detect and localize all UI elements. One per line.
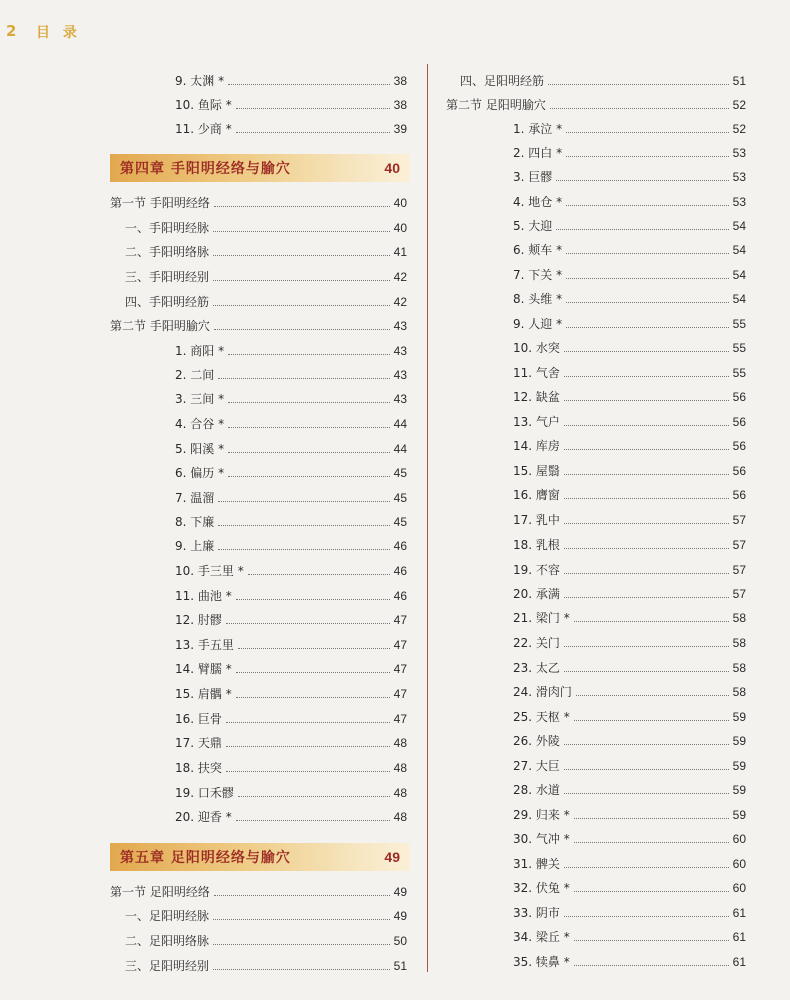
dot-leader [550, 108, 729, 109]
dot-leader [218, 525, 389, 526]
entry-title: 20. 迎香 * [175, 810, 232, 824]
entry-title: 14. 库房 [513, 439, 560, 453]
entry-page: 61 [732, 930, 746, 944]
entry-title: 13. 手五里 [175, 638, 234, 652]
entry-title: 8. 头维 * [513, 292, 563, 306]
toc-entry[interactable] [125, 908, 407, 924]
chapter-title: 第五章 足阳明经络与腧穴 [120, 850, 291, 866]
page-number: 2 [6, 22, 17, 40]
toc-entry[interactable] [513, 145, 746, 161]
entry-page: 59 [732, 710, 746, 724]
toc-chapter-heading[interactable] [110, 154, 410, 182]
entry-title: 11. 气舍 [513, 366, 560, 380]
entry-page: 46 [393, 539, 407, 553]
entry-title: 16. 巨骨 [175, 712, 222, 726]
dot-leader [236, 820, 390, 821]
entry-page: 50 [393, 934, 407, 948]
dot-leader [218, 549, 389, 550]
dot-leader [228, 452, 390, 453]
entry-title: 23. 太乙 [513, 661, 560, 675]
entry-title: 一、足阳明经脉 [125, 909, 210, 923]
entry-page: 57 [732, 563, 746, 577]
entry-title: 第二节 足阳明腧穴 [446, 98, 546, 112]
toc-entry[interactable] [513, 316, 746, 332]
toc-entry[interactable] [513, 194, 746, 210]
toc-entry[interactable] [110, 318, 407, 334]
dot-leader [564, 793, 729, 794]
dot-leader [213, 255, 390, 256]
entry-page: 47 [393, 638, 407, 652]
toc-entry[interactable] [175, 735, 407, 751]
entry-title: 28. 水道 [513, 783, 560, 797]
entry-title: 32. 伏兔 * [513, 881, 570, 895]
dot-leader [226, 771, 390, 772]
entry-page: 60 [732, 857, 746, 871]
entry-title: 三、足阳明经别 [125, 959, 210, 973]
toc-entry[interactable] [513, 537, 746, 553]
entry-title: 6. 偏历 * [175, 466, 225, 480]
entry-title: 9. 上廉 [175, 539, 215, 553]
toc-entry[interactable] [513, 929, 746, 945]
toc-entry[interactable] [175, 514, 407, 530]
dot-leader [238, 648, 390, 649]
entry-title: 24. 滑肉门 [513, 685, 572, 699]
entry-page: 40 [393, 196, 407, 210]
entry-page: 45 [393, 515, 407, 529]
toc-entry[interactable] [513, 267, 746, 283]
entry-page: 49 [393, 909, 407, 923]
toc-entry[interactable] [513, 463, 746, 479]
entry-page: 55 [732, 341, 746, 355]
toc-entry[interactable] [513, 905, 746, 921]
entry-title: 第一节 足阳明经络 [110, 885, 210, 899]
toc-entry[interactable] [175, 538, 407, 554]
dot-leader [564, 523, 729, 524]
entry-page: 45 [393, 466, 407, 480]
toc-entry[interactable] [513, 758, 746, 774]
toc-entry[interactable] [125, 958, 407, 974]
toc-entry[interactable] [175, 343, 407, 359]
dot-leader [564, 351, 729, 352]
dot-leader [248, 574, 390, 575]
toc-entry[interactable] [513, 709, 746, 725]
toc-entry[interactable] [175, 809, 407, 825]
entry-title: 第二节 手阳明腧穴 [110, 319, 210, 333]
toc-entry[interactable] [513, 365, 746, 381]
toc-entry[interactable] [513, 660, 746, 676]
toc-entry[interactable] [513, 487, 746, 503]
entry-page: 46 [393, 589, 407, 603]
entry-title: 16. 膺窗 [513, 488, 560, 502]
entry-title: 34. 梁丘 * [513, 930, 570, 944]
dot-leader [564, 548, 729, 549]
dot-leader [238, 796, 390, 797]
dot-leader [564, 376, 729, 377]
entry-title: 四、足阳明经筋 [460, 74, 545, 88]
entry-title: 二、手阳明络脉 [125, 245, 210, 259]
dot-leader [566, 302, 729, 303]
toc-entry[interactable] [513, 121, 746, 137]
entry-page: 58 [732, 685, 746, 699]
entry-title: 3. 巨髎 [513, 170, 553, 184]
toc-entry[interactable] [513, 635, 746, 651]
entry-title: 6. 颊车 * [513, 243, 563, 257]
entry-page: 54 [732, 292, 746, 306]
entry-page: 38 [393, 74, 407, 88]
entry-page: 54 [732, 219, 746, 233]
entry-title: 14. 臂臑 * [175, 662, 232, 676]
dot-leader [214, 329, 390, 330]
entry-title: 20. 承满 [513, 587, 560, 601]
toc-entry[interactable] [446, 97, 746, 113]
toc-entry[interactable] [513, 733, 746, 749]
dot-leader [226, 623, 390, 624]
entry-page: 48 [393, 761, 407, 775]
dot-leader [574, 940, 729, 941]
toc-entry[interactable] [175, 637, 407, 653]
entry-title: 10. 手三里 * [175, 564, 244, 578]
entry-page: 41 [393, 245, 407, 259]
entry-page: 55 [732, 317, 746, 331]
toc-entry[interactable] [125, 220, 407, 236]
entry-page: 53 [732, 170, 746, 184]
toc-entry[interactable] [175, 661, 407, 677]
entry-page: 46 [393, 564, 407, 578]
toc-entry[interactable] [110, 195, 407, 211]
toc-entry[interactable] [175, 686, 407, 702]
toc-entry[interactable] [513, 610, 746, 626]
dot-leader [228, 476, 390, 477]
dot-leader [213, 280, 390, 281]
toc-entry[interactable] [175, 97, 407, 113]
dot-leader [564, 474, 729, 475]
dot-leader [226, 746, 390, 747]
dot-leader [564, 769, 729, 770]
dot-leader [566, 156, 729, 157]
toc-entry[interactable] [513, 340, 746, 356]
toc-entry[interactable] [513, 954, 746, 970]
entry-page: 47 [393, 712, 407, 726]
toc-entry[interactable] [175, 441, 407, 457]
entry-page: 54 [732, 268, 746, 282]
dot-leader [566, 253, 729, 254]
entry-page: 48 [393, 810, 407, 824]
toc-entry[interactable] [513, 562, 746, 578]
entry-page: 56 [732, 488, 746, 502]
dot-leader [566, 278, 729, 279]
entry-page: 61 [732, 955, 746, 969]
toc-entry[interactable] [175, 588, 407, 604]
toc-entry[interactable] [513, 684, 746, 700]
toc-entry[interactable] [513, 414, 746, 430]
entry-title: 13. 气户 [513, 415, 560, 429]
toc-entry[interactable] [513, 880, 746, 896]
entry-title: 27. 大巨 [513, 759, 560, 773]
entry-page: 48 [393, 736, 407, 750]
entry-title: 26. 外陵 [513, 734, 560, 748]
entry-title: 17. 天鼎 [175, 736, 222, 750]
dot-leader [564, 646, 729, 647]
dot-leader [564, 597, 729, 598]
dot-leader [236, 672, 390, 673]
toc-entry[interactable] [125, 269, 407, 285]
dot-leader [576, 695, 729, 696]
entry-title: 12. 缺盆 [513, 390, 560, 404]
entry-page: 49 [393, 885, 407, 899]
toc-entry[interactable] [513, 291, 746, 307]
entry-page: 51 [732, 74, 746, 88]
dot-leader [564, 573, 729, 574]
toc-entry[interactable] [125, 294, 407, 310]
toc-entry[interactable] [513, 242, 746, 258]
toc-entry[interactable] [513, 831, 746, 847]
entry-page: 43 [393, 368, 407, 382]
toc-entry[interactable] [175, 785, 407, 801]
toc-entry[interactable] [460, 73, 746, 89]
entry-title: 7. 下关 * [513, 268, 563, 282]
entry-page: 59 [732, 783, 746, 797]
toc-entry[interactable] [513, 807, 746, 823]
entry-title: 三、手阳明经别 [125, 270, 210, 284]
entry-title: 29. 归来 * [513, 808, 570, 822]
entry-page: 59 [732, 808, 746, 822]
entry-title: 11. 少商 * [175, 122, 232, 136]
entry-title: 30. 气冲 * [513, 832, 570, 846]
entry-page: 59 [732, 759, 746, 773]
entry-page: 57 [732, 587, 746, 601]
entry-title: 25. 天枢 * [513, 710, 570, 724]
page-header-title: 目 录 [36, 25, 81, 41]
toc-entry[interactable] [513, 586, 746, 602]
dot-leader [566, 132, 729, 133]
toc-entry[interactable] [175, 711, 407, 727]
toc-entry[interactable] [175, 367, 407, 383]
entry-title: 10. 鱼际 * [175, 98, 232, 112]
dot-leader [556, 180, 728, 181]
entry-page: 40 [393, 221, 407, 235]
entry-title: 35. 犊鼻 * [513, 955, 570, 969]
entry-page: 47 [393, 613, 407, 627]
dot-leader [213, 305, 390, 306]
entry-title: 11. 曲池 * [175, 589, 232, 603]
entry-title: 四、手阳明经筋 [125, 295, 210, 309]
entry-title: 7. 温溜 [175, 491, 215, 505]
dot-leader [574, 891, 729, 892]
dot-leader [213, 919, 390, 920]
entry-page: 60 [732, 881, 746, 895]
chapter-title: 第四章 手阳明经络与腧穴 [120, 161, 291, 177]
entry-page: 42 [393, 295, 407, 309]
entry-page: 60 [732, 832, 746, 846]
entry-page: 47 [393, 662, 407, 676]
dot-leader [228, 84, 390, 85]
dot-leader [574, 965, 729, 966]
dot-leader [564, 425, 729, 426]
entry-page: 52 [732, 98, 746, 112]
entry-page: 57 [732, 538, 746, 552]
toc-entry[interactable] [513, 438, 746, 454]
dot-leader [566, 205, 729, 206]
entry-title: 5. 大迎 [513, 219, 553, 233]
toc-entry[interactable] [175, 73, 407, 89]
entry-page: 47 [393, 687, 407, 701]
entry-page: 57 [732, 513, 746, 527]
entry-page: 58 [732, 611, 746, 625]
toc-entry[interactable] [513, 218, 746, 234]
entry-title: 19. 不容 [513, 563, 560, 577]
toc-entry[interactable] [125, 933, 407, 949]
dot-leader [564, 449, 729, 450]
entry-page: 61 [732, 906, 746, 920]
entry-title: 9. 人迎 * [513, 317, 563, 331]
toc-entry[interactable] [175, 760, 407, 776]
entry-title: 一、手阳明经脉 [125, 221, 210, 235]
entry-title: 9. 太渊 * [175, 74, 225, 88]
dot-leader [236, 697, 390, 698]
entry-page: 44 [393, 417, 407, 431]
chapter-page: 49 [384, 849, 400, 865]
dot-leader [236, 599, 390, 600]
entry-title: 21. 梁门 * [513, 611, 570, 625]
dot-leader [226, 722, 390, 723]
entry-page: 54 [732, 243, 746, 257]
dot-leader [556, 229, 728, 230]
dot-leader [574, 621, 729, 622]
entry-page: 43 [393, 319, 407, 333]
dot-leader [574, 720, 729, 721]
entry-title: 2. 二间 [175, 368, 215, 382]
dot-leader [564, 867, 729, 868]
entry-page: 43 [393, 344, 407, 358]
dot-leader [564, 671, 729, 672]
dot-leader [218, 501, 389, 502]
toc-entry[interactable] [513, 782, 746, 798]
entry-title: 5. 阳溪 * [175, 442, 225, 456]
entry-title: 10. 水突 [513, 341, 560, 355]
dot-leader [214, 206, 390, 207]
dot-leader [228, 402, 390, 403]
entry-page: 56 [732, 439, 746, 453]
entry-page: 58 [732, 636, 746, 650]
toc-entry[interactable] [175, 490, 407, 506]
entry-title: 12. 肘髎 [175, 613, 222, 627]
toc-entry[interactable] [175, 416, 407, 432]
dot-leader [236, 132, 390, 133]
toc-entry[interactable] [513, 512, 746, 528]
entry-title: 二、足阳明络脉 [125, 934, 210, 948]
entry-title: 1. 承泣 * [513, 122, 563, 136]
toc-entry[interactable] [513, 389, 746, 405]
toc-entry[interactable] [175, 391, 407, 407]
entry-title: 8. 下廉 [175, 515, 215, 529]
entry-page: 39 [393, 122, 407, 136]
entry-title: 4. 合谷 * [175, 417, 225, 431]
entry-title: 18. 乳根 [513, 538, 560, 552]
dot-leader [574, 818, 729, 819]
entry-page: 43 [393, 392, 407, 406]
dot-leader [564, 916, 729, 917]
entry-page: 56 [732, 415, 746, 429]
toc-entry[interactable] [175, 563, 407, 579]
column-divider [427, 64, 428, 972]
entry-title: 19. 口禾髎 [175, 786, 234, 800]
entry-page: 45 [393, 491, 407, 505]
toc-chapter-heading[interactable] [110, 843, 410, 871]
entry-title: 15. 肩髃 * [175, 687, 232, 701]
dot-leader [228, 427, 390, 428]
dot-leader [564, 400, 729, 401]
entry-title: 第一节 手阳明经络 [110, 196, 210, 210]
dot-leader [564, 744, 729, 745]
toc-entry[interactable] [175, 465, 407, 481]
entry-title: 2. 四白 * [513, 146, 563, 160]
entry-page: 53 [732, 195, 746, 209]
entry-page: 38 [393, 98, 407, 112]
entry-page: 56 [732, 390, 746, 404]
dot-leader [236, 108, 390, 109]
chapter-page: 40 [384, 160, 400, 176]
toc-entry[interactable] [110, 884, 407, 900]
entry-page: 59 [732, 734, 746, 748]
entry-page: 51 [393, 959, 407, 973]
entry-page: 53 [732, 146, 746, 160]
dot-leader [213, 231, 390, 232]
entry-title: 1. 商阳 * [175, 344, 225, 358]
toc-entry[interactable] [513, 169, 746, 185]
entry-title: 17. 乳中 [513, 513, 560, 527]
dot-leader [574, 842, 729, 843]
entry-title: 33. 阴市 [513, 906, 560, 920]
entry-page: 42 [393, 270, 407, 284]
dot-leader [218, 378, 389, 379]
dot-leader [213, 944, 390, 945]
entry-page: 56 [732, 464, 746, 478]
dot-leader [213, 969, 390, 970]
entry-title: 15. 屋翳 [513, 464, 560, 478]
entry-title: 18. 扶突 [175, 761, 222, 775]
dot-leader [214, 895, 390, 896]
dot-leader [228, 354, 390, 355]
entry-title: 4. 地仓 * [513, 195, 563, 209]
toc-entry[interactable] [513, 856, 746, 872]
toc-entry[interactable] [175, 121, 407, 137]
entry-title: 3. 三间 * [175, 392, 225, 406]
entry-title: 22. 关门 [513, 636, 560, 650]
toc-entry[interactable] [175, 612, 407, 628]
entry-title: 31. 髀关 [513, 857, 560, 871]
dot-leader [564, 498, 729, 499]
entry-page: 58 [732, 661, 746, 675]
dot-leader [548, 84, 729, 85]
toc-entry[interactable] [125, 244, 407, 260]
entry-page: 55 [732, 366, 746, 380]
entry-page: 44 [393, 442, 407, 456]
entry-page: 48 [393, 786, 407, 800]
entry-page: 52 [732, 122, 746, 136]
dot-leader [566, 327, 729, 328]
